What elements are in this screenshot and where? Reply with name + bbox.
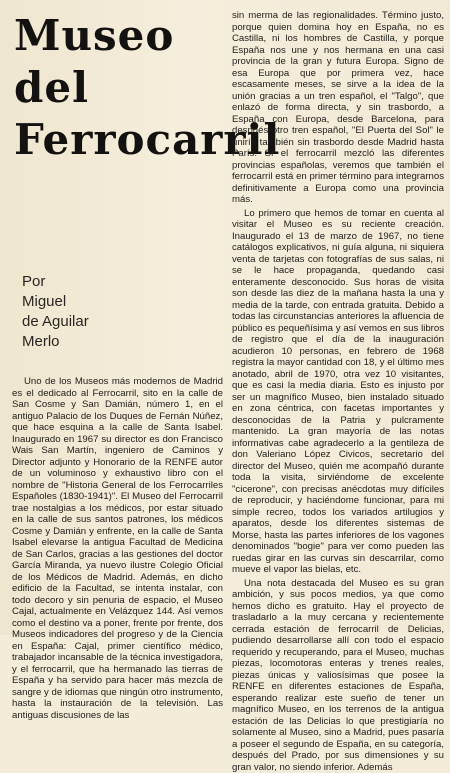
body-paragraph: sin merma de las regionalidades. Término justo, porque quien domina hoy en España, no es Castilla, ni los hombres de Castilla, y porque España nos une y nos hermana en una casi provincia de la gran y futura Europa. Signo de esa Europa que por primera vez, hace escasamente meses, se sirve a la idea de la unión gracias a un tren español, el "Talgo", que enlazó de forma directa, y sin trasbordo, a España con Europa, desde Barcelona, para después otro tren español, "El Puerta del Sol" le uniría también sin trasbordo desde Madrid hasta París. Si el ferrocarril mezcló las diferentes provincias españolas, veremos que también el ferrocarril está en primer término para integrarnos definitivamente a Europa como una provincia más. bbox=[232, 10, 444, 206]
title-line: Museo bbox=[14, 10, 224, 62]
title-line: del bbox=[14, 62, 224, 114]
byline-line: de Aguilar bbox=[22, 312, 222, 332]
byline-line: Por bbox=[22, 272, 222, 292]
body-paragraph: Lo primero que hemos de tomar en cuenta al visitar el Museo es su reciente creación. Inaugurado el 13 de marzo de 1967, no tiene catálogos explicativos, ni guía alguna, ni siquiera venta de tarjetas con fotografías de sus salas, ni se le hace propaganda, quedando casi enteramente desconocido. Sus horas de visita son desde las diez de la mañana hasta la una y media de la tarde, con entrada gratuita. Debido a todas las circunstancias anteriores la afluencia de público es pequeñísima y así vemos en sus libros de registro que el día de la inauguración acudieron 10 personas, en febrero de 1968 registra la mayor cantidad con 18, y el último mes anotado, abril de 1970, otra vez 10 visitantes, que es casi la media diaria. Esto es injusto por ser un magnífico Museo, bien instalado situado en zona céntrica, con facetas importantes y desconocidas de la Patria y pulcramente mantenido. La gran mayoría de las notas informativas cabe agradecerlo a la gentileza de don Valeriano López Civicos, secretario del director del Museo, quién me acompañó durante toda la visita, sirviéndome de excelente "cicerone", con precisas anécdotas muy difíciles de reproducir, y haciéndome funcionar, para mi simple recreo, todos los variados artilugios y aparatos, desde los diferentes sistemas de Morse, hasta las partes inferiores de los vagones denominados "bogie" para ver como pueden las ruedas girar en las curvas sin descarrilar, como mueve el vapor las bielas, etc. bbox=[232, 208, 444, 576]
left-column-text bbox=[12, 376, 223, 635]
byline-line: Merlo bbox=[22, 332, 222, 352]
body-paragraph: Una nota destacada del Museo es su gran ambición, y sus pocos medios, ya que como hemos dicho es gratuito. Hay el proyecto de trasladarlo a la muy cercana y recientemente cerrada estación de ferrocarril de Delicias, pudiendo desarrollarse allí con todo el espacio requerido y recuperando, para el Museo, muchas piezas, locomotoras enteras y trenes reales, piezas únicas y valiosísimas que posee la RENFE en diferentes estaciones de España, esperando realizar este sueño de tener un magnífico Museo, en los terrenos de la antigua estación de las Delicias lo que prestigiaría no solamente al Museo, sino a Madrid, pues pasaría a poseer el segundo de España, en su categoría, después del Prado, por sus dimensiones y su gran valor, no siendo inferior. Además bbox=[232, 578, 444, 773]
article-title bbox=[14, 10, 224, 166]
author-byline bbox=[22, 272, 222, 352]
title-line: Ferrocarril bbox=[14, 114, 224, 166]
byline-line: Miguel bbox=[22, 292, 222, 312]
right-column-text bbox=[232, 10, 444, 635]
body-paragraph: Uno de los Museos más modernos de Madrid es el dedicado al Ferrocarril, sito en la calle de San Cosme y San Damián, número 1, en el antiguo Palacio de los Duques de Fernán Núñez, que hace esquina a la calle de Santa Isabel. Inaugurado en 1967 su director es don Francisco Wais San Martín, ingeniero de Caminos y Director adjunto y Honorario de la RENFE autor de un voluminoso y exhaustivo libro con el nombre de "Historia General de los Ferrocarriles Españoles (1830-1941)". El Museo del Ferrocarril trae nostalgias a los médicos, por estar situado en la calle de sus santos patrones, los médicos Cosme y Damián y enfrente, en la calle de Santa Isabel elevarse la antigua Facultad de Medicina de San Carlos, gracias a las gestiones del doctor García Miranda, ya nuevo ilustre Colegio Oficial de los Médicos de Madrid. Además, en dicho edificio de la Facultad, se intenta instalar, con todo decoro y sin penuria de espacio, el Museo Cajal, actualmente en Velázquez 144. Así vemos como el destino va a poner, frente por frente, dos Museos indicadores del progreso y de la Ciencia en España: Cajal, primer científico médico, trabajador incansable de la técnica investigadora, y el ferrocarril, que ha hermanado las tierras de España y ha servido para hacer más mezcla de sangre y de idiomas que ningún otro instrumento, hasta la instauración de la televisión. Las antiguas discusiones de las bbox=[12, 376, 223, 721]
